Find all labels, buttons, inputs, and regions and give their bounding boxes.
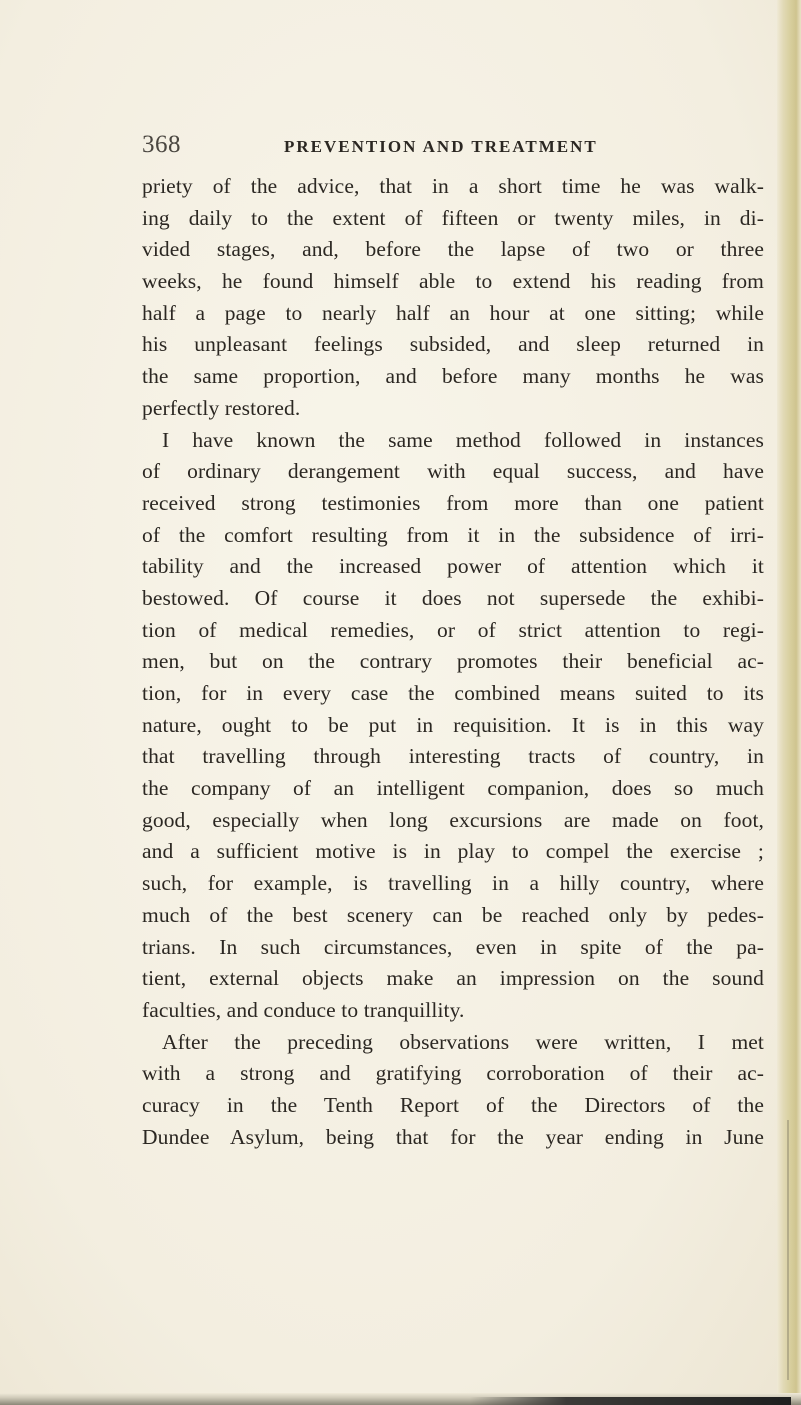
text-line: and a sufficient motive is in play to compel the exercise ; (142, 839, 764, 864)
page-bottom-edge (0, 1393, 801, 1405)
text-line: tion of medical remedies, or of strict attention to regi- (142, 617, 764, 642)
page-number: 368 (142, 131, 181, 158)
text-line: vided stages, and, before the lapse of two or three (142, 237, 764, 262)
text-line: Dundee Asylum, being that for the year ending in June (142, 1124, 764, 1149)
text-line: priety of the advice, that in a short time he was walk- (142, 174, 764, 198)
text-line: nature, ought to be put in requisition. It is in this way (142, 712, 764, 737)
text-line: After the preceding observations were written, I met (162, 1029, 764, 1054)
text-line: tion, for in every case the combined means suited to its (142, 681, 764, 705)
text-line: that travelling through interesting tracts of country, in (142, 744, 764, 769)
text-line: perfectly restored. (142, 395, 301, 420)
text-line: the company of an intelligent companion, does so much (142, 776, 764, 801)
text-line: good, especially when long excursions are made on foot, (142, 807, 764, 832)
text-line: tability and the increased power of attention which it (142, 554, 764, 579)
text-line: weeks, he found himself able to extend his reading from (142, 269, 764, 294)
text-line: much of the best scenery can be reached only by pedes- (142, 902, 764, 927)
text-line: of ordinary derangement with equal success, and have (142, 459, 764, 484)
text-line: the same proportion, and before many months he was (142, 364, 764, 389)
text-line: I have known the same method followed in instances (162, 427, 764, 452)
text-line: with a strong and gratifying corroboration of their ac- (142, 1061, 764, 1086)
text-line: men, but on the contrary promotes their beneficial ac- (142, 649, 764, 674)
text-line: received strong testimonies from more than one patient (142, 490, 764, 515)
text-line: such, for example, is travelling in a hilly country, where (142, 871, 764, 896)
page-edge-shadow (777, 0, 801, 1405)
text-line: his unpleasant feelings subsided, and sleep returned in (142, 332, 764, 357)
running-head: PREVENTION AND TREATMENT (284, 137, 598, 156)
page-header (142, 131, 762, 161)
text-line: curacy in the Tenth Report of the Directors of the (142, 1092, 764, 1117)
body-text (142, 171, 764, 1153)
page-edge-line (787, 1120, 789, 1380)
text-line: half a page to nearly half an hour at one sitting; while (142, 300, 764, 325)
text-line: of the comfort resulting from it in the subsidence of irri- (142, 522, 764, 547)
text-line: tient, external objects make an impression on the sound (142, 966, 764, 991)
text-line: trians. In such circumstances, even in spite of the pa- (142, 934, 764, 959)
text-line: faculties, and conduce to tranquillity. (142, 997, 465, 1022)
text-line: bestowed. Of course it does not supersede the exhibi- (142, 585, 764, 610)
text-line: ing daily to the extent of fifteen or twenty miles, in di- (142, 205, 764, 230)
scan-shadow (470, 1397, 791, 1405)
